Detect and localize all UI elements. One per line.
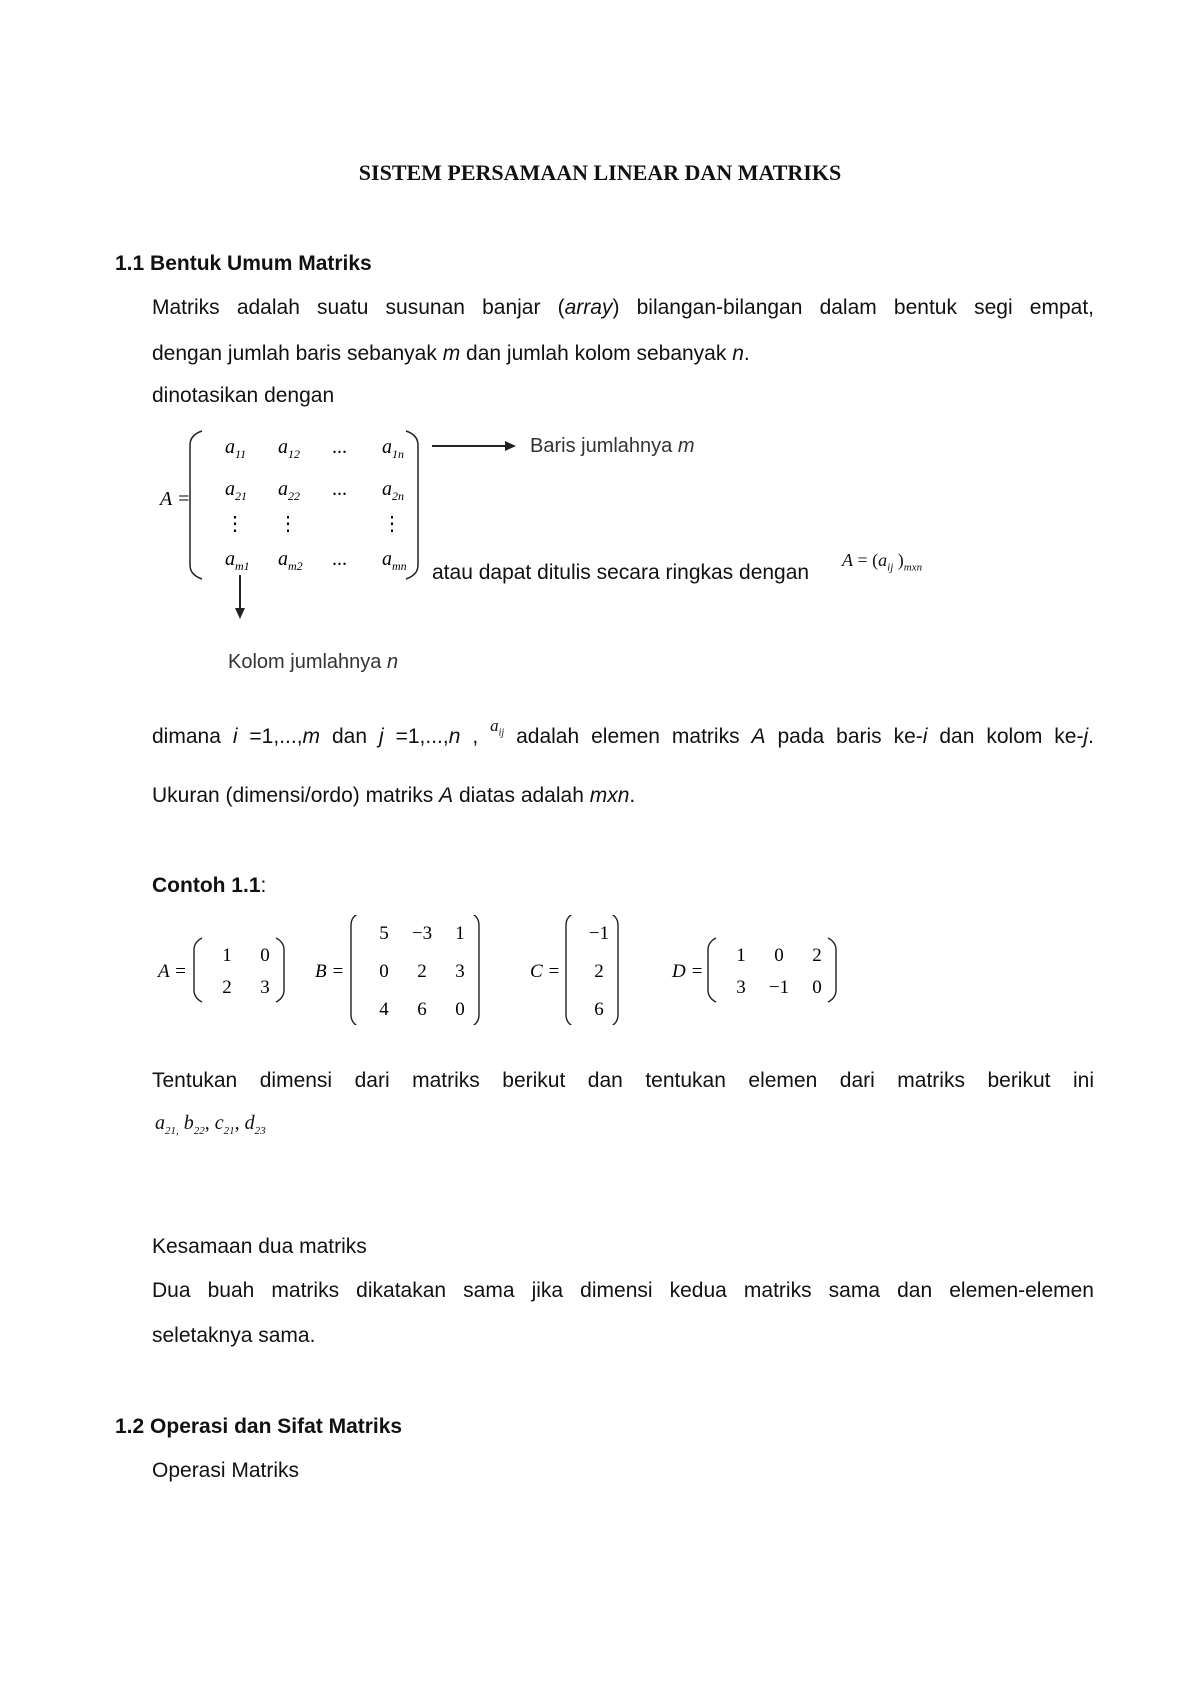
matrix-lhs: B = <box>315 961 345 982</box>
row-count-label <box>530 436 695 456</box>
matrix-cell: ... <box>332 436 347 458</box>
equality-line-2: seletaknya sama. <box>152 1324 316 1347</box>
matrix-entry: 3 <box>260 977 270 998</box>
matrix-cell: ⋮ <box>278 513 298 535</box>
matrix-cell: ⋮ <box>225 513 245 535</box>
matrix-lhs: A = <box>158 961 187 982</box>
section-heading-1-2: 1.2 Operasi dan Sifat Matriks <box>115 1415 403 1438</box>
matrix-cell: ⋮ <box>382 513 402 535</box>
matrix-entry: 6 <box>417 999 427 1020</box>
definition-text: Matriks adalah suatu susunan banjar ( <box>152 296 565 319</box>
matrix-entry: 0 <box>455 999 465 1020</box>
compact-label: atau dapat ditulis secara ringkas dengan <box>432 561 810 584</box>
matrix-cell: $a_{21}$ <box>225 478 247 503</box>
matrix-cell: ... <box>332 478 347 500</box>
var-mxn: mxn <box>589 784 630 807</box>
matrix-entry: 3 <box>455 961 465 982</box>
matrix-lhs: D = <box>672 961 704 982</box>
definition-line-1 <box>152 297 1094 318</box>
matrix-entry: 1 <box>736 945 746 966</box>
matrix-entry: 0 <box>812 977 822 998</box>
task-line: Tentukan dimensi dari matriks berikut dan tentukan elemen dari matriks berikut ini <box>152 1069 1094 1092</box>
matrix-entry: 0 <box>379 961 389 982</box>
col-arrow-head <box>235 608 245 619</box>
left-paren <box>351 915 359 1025</box>
left-paren <box>194 938 202 1002</box>
matrix-entry: 6 <box>594 999 604 1020</box>
task-elements: $a_{21,}$ $b_{22}$, $c_{21}$, $d_{23}$ <box>155 1112 266 1137</box>
var-i: i <box>232 725 238 748</box>
var-i: i <box>922 725 928 748</box>
matrix-cell: $a_{m2}$ <box>278 548 303 573</box>
text: . <box>1088 725 1094 748</box>
left-paren <box>566 915 574 1025</box>
definition-line-2 <box>152 343 750 364</box>
var-j: j <box>1083 725 1089 748</box>
right-paren <box>406 431 418 579</box>
text: dan <box>320 725 379 748</box>
var-A: A <box>439 784 454 807</box>
definition-text: dengan jumlah baris sebanyak <box>152 342 443 365</box>
var-A: A <box>751 725 766 748</box>
section-heading-1-1: 1.1 Bentuk Umum Matriks <box>115 252 372 275</box>
var-m: m <box>442 342 461 365</box>
row-count-text: Baris jumlahnya <box>530 435 678 457</box>
matrix-cell: $a_{11}$ <box>225 436 247 461</box>
example-matrix <box>315 915 479 1025</box>
matrix-entry: 2 <box>222 977 232 998</box>
matrix-entry: 2 <box>417 961 427 982</box>
text: . <box>629 784 636 807</box>
matrix-cell: $a_{2n}$ <box>382 478 404 503</box>
right-paren <box>276 938 284 1002</box>
matrix-cell: $a_{mn}$ <box>382 548 407 573</box>
example-matrices <box>150 915 870 1025</box>
col-count-label <box>228 652 398 672</box>
left-paren <box>190 431 202 579</box>
matrix-entry: −1 <box>588 923 610 944</box>
matrix-cell: $a_{12}$ <box>278 436 300 461</box>
var-m: m <box>302 725 321 748</box>
operation-subheading: Operasi Matriks <box>152 1459 300 1482</box>
definition-text: . <box>743 342 750 365</box>
var-n: n <box>386 651 399 673</box>
example-matrix <box>671 938 836 1002</box>
array-term: array <box>564 296 613 319</box>
matrix-cells <box>225 436 407 573</box>
right-paren <box>471 915 479 1025</box>
compact-formula: $A = (a_{ij}$ )$_{mxn}$ <box>842 550 923 574</box>
var-m: m <box>677 435 695 457</box>
matrix-entry: −1 <box>768 977 790 998</box>
text: dan kolom ke- <box>927 725 1084 748</box>
general-matrix-diagram <box>150 425 710 640</box>
definition-text: dan jumlah kolom sebanyak <box>460 342 733 365</box>
right-paren <box>828 938 836 1002</box>
example-heading <box>152 875 266 896</box>
matrix-entry: 1 <box>222 945 232 966</box>
var-j: j <box>378 725 384 748</box>
example-title: Contoh 1.1 <box>152 874 261 897</box>
equality-line-1: Dua buah matriks dikatakan sama jika dimensi kedua matriks sama dan elemen-elemen <box>152 1279 1094 1302</box>
text: dimana <box>152 725 233 748</box>
var-n: n <box>448 725 461 748</box>
colon: : <box>260 874 267 897</box>
example-matrix <box>156 938 284 1002</box>
matrix-entry: 1 <box>455 923 465 944</box>
var-n: n <box>732 342 744 365</box>
text: Ukuran (dimensi/ordo) matriks <box>152 784 440 807</box>
matrix-lhs: A = <box>160 488 191 510</box>
matrix-entry: −3 <box>411 923 433 944</box>
matrix-entry: 4 <box>379 999 389 1020</box>
row-arrow-head <box>505 441 516 451</box>
matrix-entry: 2 <box>812 945 822 966</box>
col-count-text: Kolom jumlahnya <box>228 651 387 673</box>
right-paren <box>610 915 618 1025</box>
size-line <box>152 785 635 806</box>
text: pada baris ke- <box>765 725 923 748</box>
text: , <box>460 725 479 748</box>
left-paren <box>708 938 716 1002</box>
matrix-lhs: C = <box>530 961 561 982</box>
matrix-entry: 0 <box>774 945 784 966</box>
matrix-cell: $a_{1n}$ <box>382 436 404 461</box>
notation-label: dinotasikan dengan <box>152 384 335 407</box>
page-title: SISTEM PERSAMAAN LINEAR DAN MATRIKS <box>358 160 842 185</box>
matrix-cell: ... <box>332 548 347 570</box>
matrix-entry: 5 <box>379 923 389 944</box>
text: diatas adalah <box>453 784 590 807</box>
matrix-cell: $a_{m1}$ <box>225 548 250 573</box>
text: =1,..., <box>383 725 449 748</box>
text: adalah elemen matriks <box>504 725 752 748</box>
matrix-cell: $a_{22}$ <box>278 478 300 503</box>
definition-text: ) bilangan-bilangan dalam bentuk segi empat, <box>612 296 1094 319</box>
equality-heading: Kesamaan dua matriks <box>152 1235 367 1258</box>
matrix-entry: 2 <box>594 961 604 982</box>
example-matrix <box>530 915 618 1025</box>
where-line <box>152 716 1094 750</box>
matrix-entry: 0 <box>260 945 270 966</box>
text: =1,..., <box>237 725 303 748</box>
aij-symbol: aij <box>490 716 505 739</box>
matrix-entry: 3 <box>736 977 746 998</box>
